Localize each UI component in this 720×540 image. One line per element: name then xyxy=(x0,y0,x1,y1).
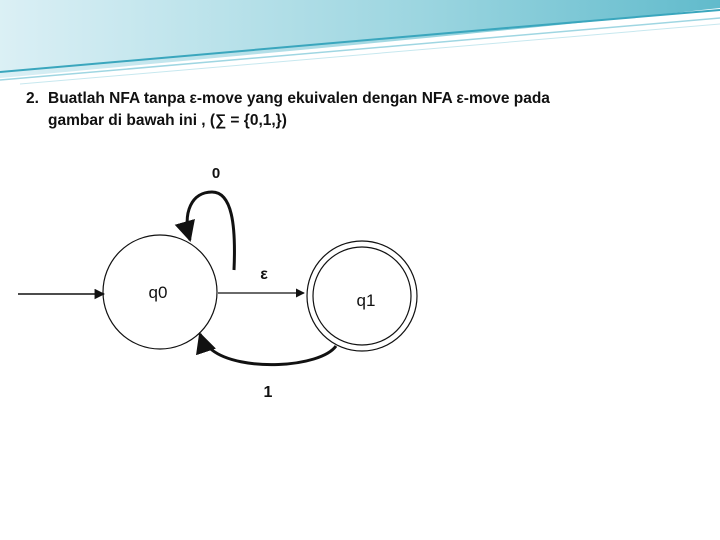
transition-label-1: 1 xyxy=(263,384,273,401)
state-q1-label: q1 xyxy=(356,291,376,310)
transition-label-epsilon: ε xyxy=(260,266,268,283)
transition-q1-q0-arc xyxy=(200,334,336,365)
transition-q0-q0-loop xyxy=(187,192,234,270)
transition-label-0: 0 xyxy=(211,165,221,182)
question-number: 2. xyxy=(26,90,39,107)
state-q1 xyxy=(307,241,417,351)
question-line-2: gambar di bawah ini , (∑ = {0,1,}) xyxy=(48,112,287,129)
question-line-1: Buatlah NFA tanpa ε-move yang ekuivalen dengan NFA ε-move pada xyxy=(48,90,550,107)
state-q0 xyxy=(103,235,217,349)
state-q0-label: q0 xyxy=(148,283,168,302)
